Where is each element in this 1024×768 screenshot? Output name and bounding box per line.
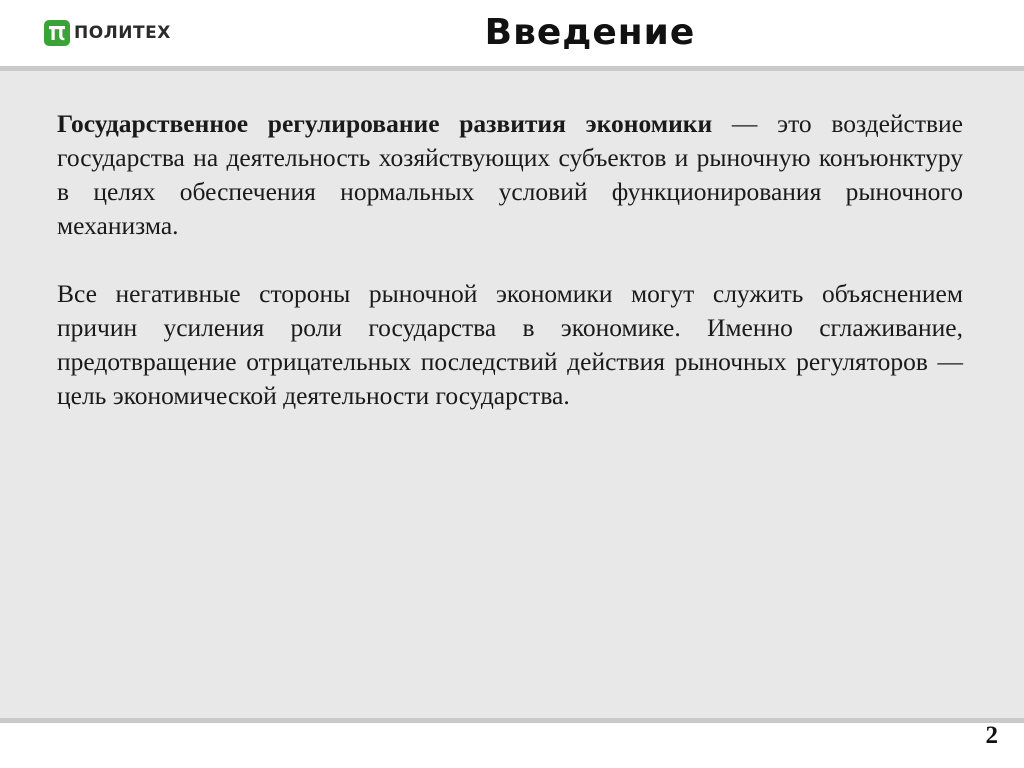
page-number: 2 — [985, 722, 998, 749]
bottom-divider — [0, 718, 1024, 723]
politech-logo — [44, 20, 171, 46]
definition-text: — это воздействие государства на деятельность хозяйствующих субъектов и рыночную конъюнктуру в целях обеспечения нормальных условий функционирования рыночного механизма. — [57, 109, 963, 240]
paragraph-definition — [57, 107, 963, 243]
slide-header — [0, 0, 1024, 66]
slide-title: Введение — [484, 12, 696, 53]
pi-letter-icon — [44, 20, 70, 46]
paragraph-explanation: Все негативные стороны рыночной экономики могут служить объяснением причин усиления роли государства в экономике. Именно сглаживание, предотвращение отрицательных последствий действия рыночных регуляторов — цель экономической деятельности государства. — [57, 279, 963, 410]
logo-text: ПОЛИТЕХ — [74, 23, 171, 43]
slide-content — [0, 71, 1024, 718]
defined-term: Государственное регулирование развития экономики — [57, 109, 713, 138]
